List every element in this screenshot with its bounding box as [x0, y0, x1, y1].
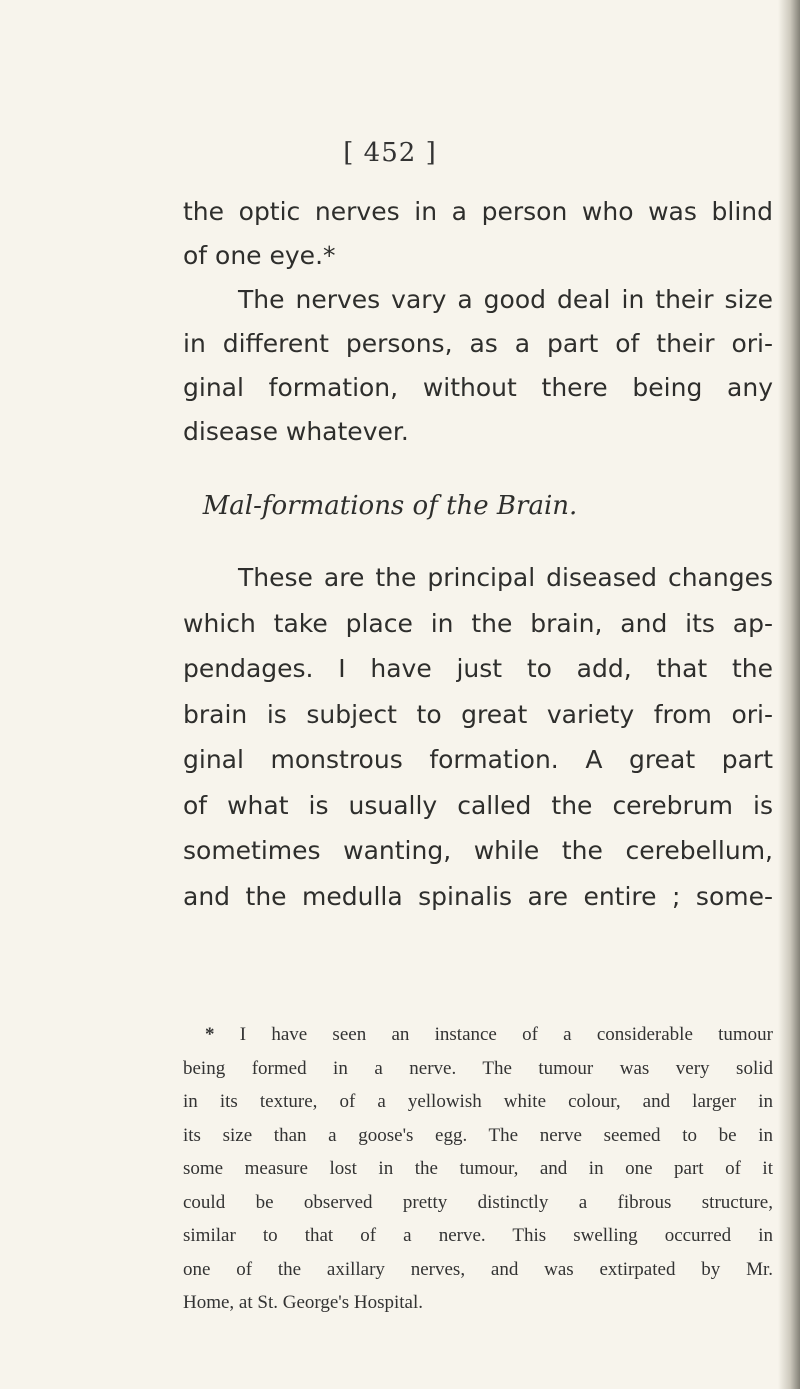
- footnote-line: in its texture, of a yellowish white colour, and larger in: [183, 1091, 773, 1112]
- text-line: of one eye.*: [183, 241, 336, 270]
- main-paragraph: [183, 555, 773, 919]
- footnote-marker: *: [205, 1024, 215, 1045]
- text-line: and the medulla spinalis are entire ; some-: [183, 881, 773, 911]
- text-line: which take place in the brain, and its ap-: [183, 608, 773, 638]
- footnote: [183, 1018, 773, 1320]
- text-line: The nerves vary a good deal in their size: [238, 285, 773, 314]
- footnote-line: its size than a goose's egg. The nerve seemed to be in: [183, 1124, 773, 1146]
- footnote-line: similar to that of a nerve. This swelling occurred in: [183, 1225, 773, 1246]
- footnote-line: [183, 1018, 773, 1052]
- text-line: ginal monstrous formation. A great part: [183, 745, 773, 774]
- footnote-line: Home, at St. George's Hospital.: [183, 1292, 424, 1313]
- page-number: [ 452 ]: [343, 138, 437, 168]
- footnote-line: being formed in a nerve. The tumour was very solid: [183, 1057, 773, 1079]
- text-line: ginal formation, without there being any: [183, 373, 773, 402]
- text-line: in different persons, as a part of their ori-: [183, 329, 773, 358]
- text-line: of what is usually called the cerebrum is: [183, 790, 773, 820]
- footnote-line: one of the axillary nerves, and was extirpated by Mr.: [183, 1258, 773, 1280]
- opening-paragraphs: [183, 190, 773, 454]
- text-line: pendages. I have just to add, that the: [183, 654, 773, 683]
- footnote-line: could be observed pretty distinctly a fibrous structure,: [183, 1191, 773, 1213]
- text-line: These are the principal diseased changes: [238, 563, 773, 592]
- footnote-text: I have seen an instance of a considerable tumour: [239, 1024, 774, 1045]
- text-line: disease whatever.: [183, 417, 409, 446]
- footnote-line: some measure lost in the tumour, and in one part of it: [183, 1158, 773, 1179]
- text-line: the optic nerves in a person who was blind: [183, 197, 773, 226]
- page-edge-shadow: [778, 0, 800, 1389]
- text-line: brain is subject to great variety from ori-: [183, 699, 773, 729]
- section-heading: Mal-formations of the Brain.: [202, 491, 578, 521]
- text-line: sometimes wanting, while the cerebellum,: [183, 836, 773, 865]
